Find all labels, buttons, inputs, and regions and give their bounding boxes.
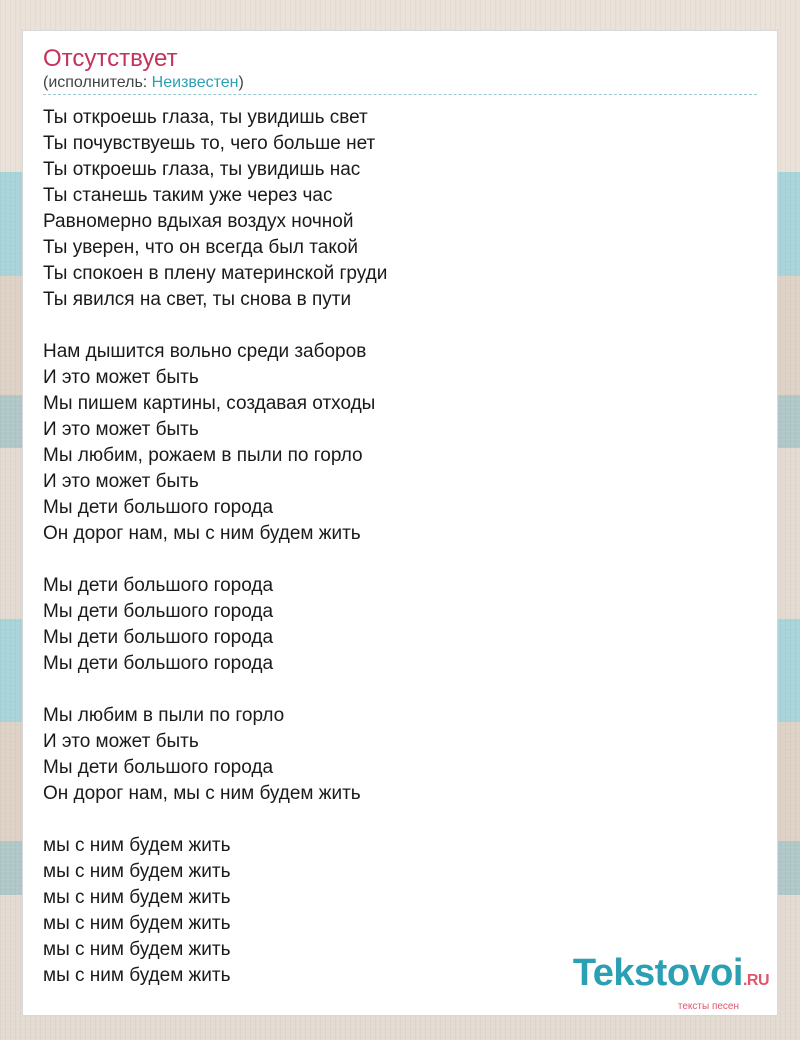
lyrics-line: Мы любим в пыли по горло bbox=[43, 705, 285, 726]
artist-prefix: (исполнитель: bbox=[43, 74, 152, 91]
lyrics-line: Мы пишем картины, создавая отходы bbox=[43, 393, 376, 414]
stanza bbox=[43, 105, 743, 313]
lyrics-line: И это может быть bbox=[43, 471, 199, 492]
site-logo[interactable] bbox=[573, 953, 769, 1013]
lyrics-line: Ты откроешь глаза, ты увидишь свет bbox=[43, 107, 368, 128]
artist-link[interactable]: Неизвестен bbox=[151, 74, 239, 91]
lyrics-line: мы с ним будем жить bbox=[43, 965, 231, 986]
lyrics-line: мы с ним будем жить bbox=[43, 861, 231, 882]
lyrics-line: Ты явился на свет, ты снова в пути bbox=[43, 289, 352, 310]
lyrics-line: Ты почувствуешь то, чего больше нет bbox=[43, 133, 376, 154]
lyrics-line: Он дорог нам, мы с ним будем жить bbox=[43, 783, 361, 804]
logo-main-text: Tekstovoi bbox=[572, 952, 743, 994]
artist-line bbox=[43, 73, 244, 93]
title-divider bbox=[43, 94, 757, 95]
lyrics-line: мы с ним будем жить bbox=[43, 887, 231, 908]
lyrics-line: Мы дети большого города bbox=[43, 757, 274, 778]
lyrics-line: Мы дети большого города bbox=[43, 601, 274, 622]
lyrics-line: Ты спокоен в плену материнской груди bbox=[43, 263, 388, 284]
lyrics-line: Нам дышится вольно среди заборов bbox=[43, 341, 367, 362]
lyrics-line: мы с ним будем жить bbox=[43, 939, 231, 960]
lyrics-line: Он дорог нам, мы с ним будем жить bbox=[43, 523, 361, 544]
lyrics-body bbox=[43, 105, 743, 1015]
artist-suffix: ) bbox=[238, 74, 244, 91]
lyrics-line: Мы любим, рожаем в пыли по горло bbox=[43, 445, 363, 466]
lyrics-line: Мы дети большого города bbox=[43, 627, 274, 648]
lyrics-line: И это может быть bbox=[43, 419, 199, 440]
lyrics-line: Ты откроешь глаза, ты увидишь нас bbox=[43, 159, 361, 180]
stanza bbox=[43, 339, 743, 547]
lyrics-line: Равномерно вдыхая воздух ночной bbox=[43, 211, 354, 232]
lyrics-line: Мы дети большого города bbox=[43, 653, 274, 674]
lyrics-line: Ты станешь таким уже через час bbox=[43, 185, 333, 206]
lyrics-line: мы с ним будем жить bbox=[43, 913, 231, 934]
logo-tagline: тексты песен bbox=[677, 1001, 739, 1012]
stanza bbox=[43, 703, 743, 807]
song-title: Отсутствует bbox=[43, 45, 178, 72]
logo-wordmark bbox=[573, 953, 769, 1001]
lyrics-line: И это может быть bbox=[43, 731, 199, 752]
lyrics-line: мы с ним будем жить bbox=[43, 835, 231, 856]
lyrics-card bbox=[22, 30, 778, 1016]
lyrics-line: Ты уверен, что он всегда был такой bbox=[43, 237, 359, 258]
lyrics-line: Мы дети большого города bbox=[43, 497, 274, 518]
stanza bbox=[43, 573, 743, 677]
lyrics-line: Мы дети большого города bbox=[43, 575, 274, 596]
logo-tld: .RU bbox=[742, 972, 769, 989]
lyrics-line: И это может быть bbox=[43, 367, 199, 388]
